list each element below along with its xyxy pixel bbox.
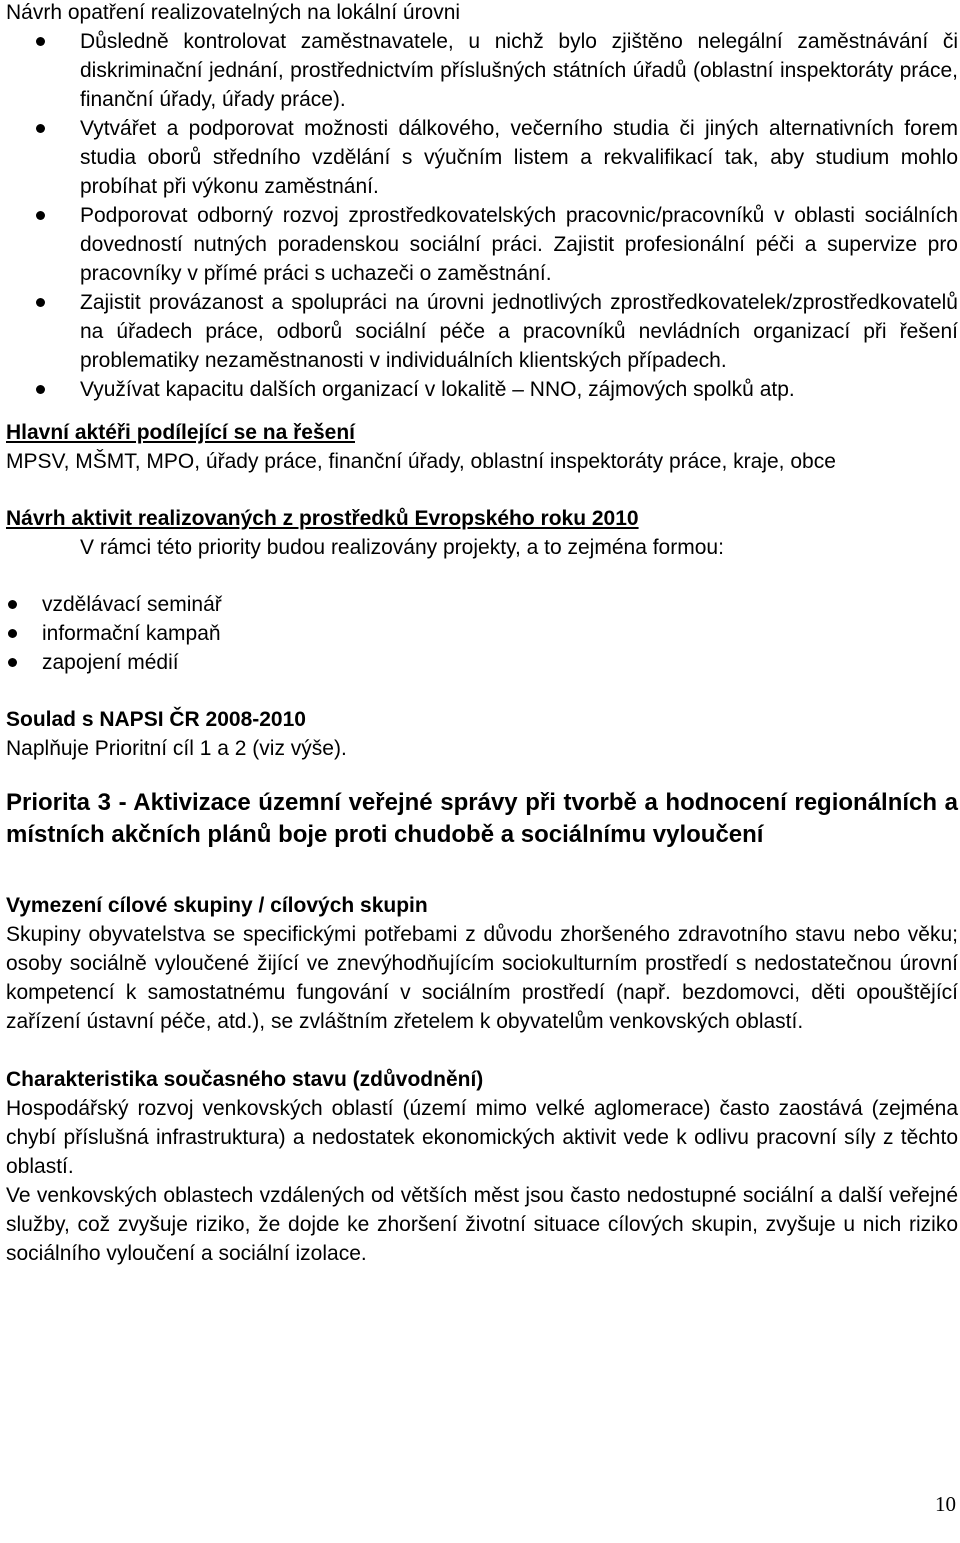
priority-title: Priorita 3 - Aktivizace územní veřejné správy při tvorbě a hodnocení regionálních a místních akčních plánů boje proti chudobě a sociálnímu vyloučení [6,789,958,848]
section-heading-napsi: Soulad s NAPSI ČR 2008-2010 [6,708,306,731]
bullet-icon [8,600,17,609]
list-item: Využívat kapacitu dalších organizací v lokalitě – NNO, zájmových spolků atp. [6,375,958,404]
bullet-icon [8,658,17,667]
target-groups-text: Skupiny obyvatelstva se specifickými potřebami z důvodu zhoršeného zdravotního stavu nebo věku; osoby sociálně vyloučené žijící ve znevýhodňujícím sociokulturním prostředí s nedostatečnou úrovní kompetencí k samostatnému fungování v sociálním prostředí (např. bezdomovci, děti opouštějící zařízení ústavní péče, atd.), se zvláštním zřetelem k obyvatelům venkovských oblastí. [6,923,958,1033]
activities-list [6,590,958,677]
list-item: Důsledně kontrolovat zaměstnavatele, u nichž bylo zjištěno nelegální zaměstnávání či diskriminační jednání, prostřednictvím příslušných státních úřadů (oblastní inspektoráty práce, finanční úřady, úřady práce). [6,27,958,114]
list-item: Podporovat odborný rozvoj zprostředkovatelských pracovnic/pracovníků v oblasti sociálních dovedností nutných poradenskou sociální práci. Zajistit profesionální péči a supervize pro pracovníky v přímé práci s uchazeči o zaměstnání. [6,201,958,288]
list-item: Vytvářet a podporovat možnosti dálkového, večerního studia či jiných alternativních forem studia oborů středního vzdělání s výučním listem a rekvalifikací tak, aby studium mohlo probíhat při výkonu zaměstnání. [6,114,958,201]
bullet-icon [36,211,45,220]
bullet-icon [36,298,45,307]
local-measures-list [6,27,958,404]
document-page [6,0,958,1268]
list-item: vzdělávací seminář [6,590,958,619]
section-heading-actors: Hlavní aktéři podílející se na řešení [6,421,355,444]
section-heading-current-state: Charakteristika současného stavu (zdůvodnění) [6,1068,484,1091]
section-heading-target-groups: Vymezení cílové skupiny / cílových skupin [6,894,428,917]
current-state-paragraph: Hospodářský rozvoj venkovských oblastí (území mimo velké aglomerace) často zaostává (zejména chybí příslušná infrastruktura) a nedostatek ekonomických aktivit vede k odlivu pracovní síly z těchto oblastí. [6,1097,958,1178]
current-state-paragraph: Ve venkovských oblastech vzdálených od větších měst jsou často nedostupné sociální a další veřejné služby, což zvyšuje riziko, že dojde ke zhoršení životní situace cílových skupin, zvyšuje u nich riziko sociálního vyloučení a sociální izolace. [6,1184,958,1265]
napsi-text: Naplňuje Prioritní cíl 1 a 2 (viz výše). [6,737,347,760]
list-item: zapojení médií [6,648,958,677]
bullet-icon [36,124,45,133]
list-item: Zajistit provázanost a spolupráci na úrovni jednotlivých zprostředkovatelek/zprostředkovatelů na úřadech práce, odborů sociální péče a pracovníků nevládních organizací při řešení problematiky nezaměstnanosti v individuálních klientských případech. [6,288,958,375]
section-heading-activities: Návrh aktivit realizovaných z prostředků Evropského roku 2010 [6,507,639,530]
list-item: informační kampaň [6,619,958,648]
actors-text: MPSV, MŠMT, MPO, úřady práce, finanční úřady, oblastní inspektoráty práce, kraje, obce [6,450,836,473]
bullet-icon [36,385,45,394]
bullet-icon [8,629,17,638]
section-title-local-measures: Návrh opatření realizovatelných na lokální úrovni [6,1,461,24]
bullet-icon [36,37,45,46]
activities-intro: V rámci této priority budou realizovány projekty, a to zejména formou: [80,536,724,559]
page-number: 10 [935,1492,956,1516]
